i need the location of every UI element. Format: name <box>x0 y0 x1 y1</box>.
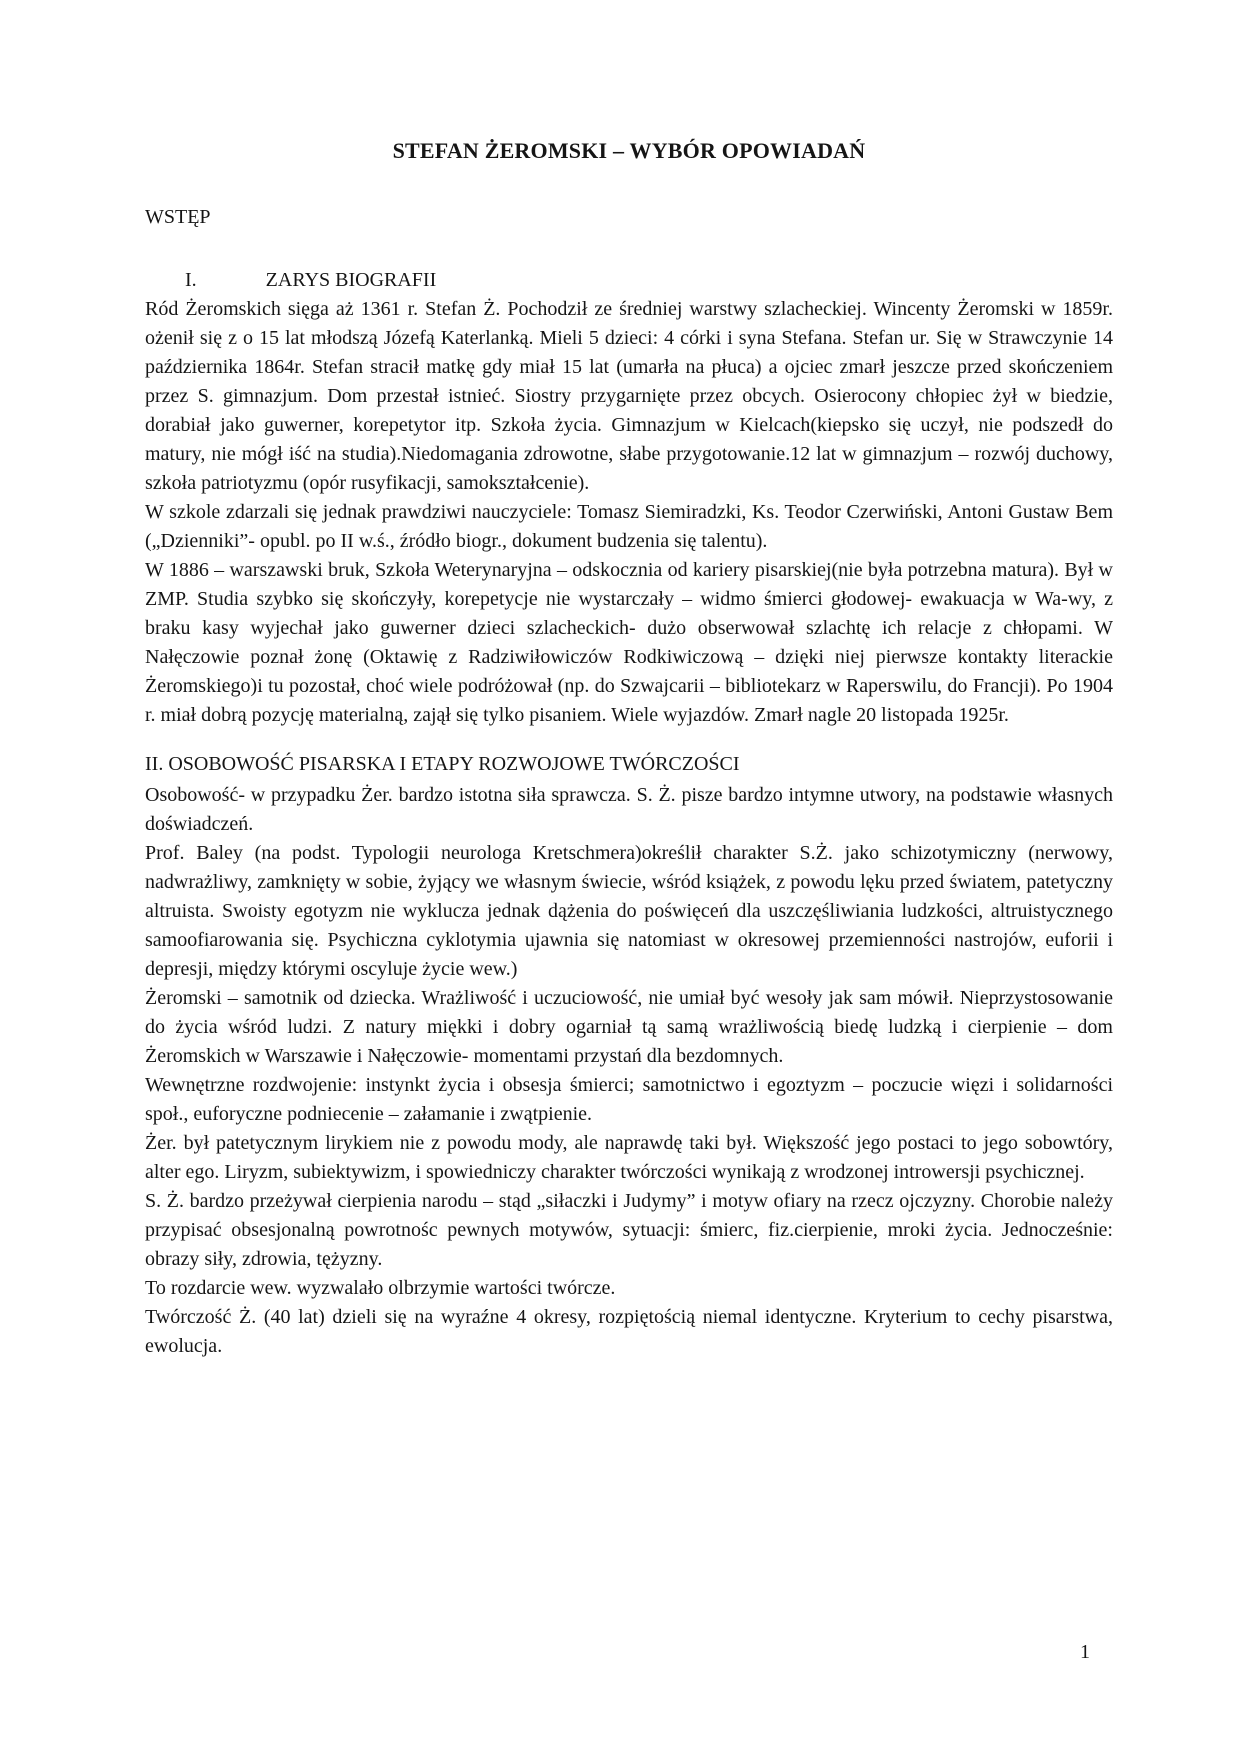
section-1-title: ZARYS BIOGRAFII <box>265 269 437 291</box>
section-2-paragraph-creative-values: To rozdarcie wew. wyzwalało olbrzymie wartości twórcze. <box>145 1277 616 1299</box>
section-2-paragraph-lyricism: Żer. był patetycznym lirykiem nie z powodu mody, ale naprawdę taki był. Większość jego postaci to jego sobowtóry, alter ego. Liryzm, subiektywizm, i spowiedniczy charakter twórczości wynikają z wrodzonej introwersji psychicznej. <box>145 1132 1113 1183</box>
page-number: 1 <box>1080 1641 1090 1663</box>
section-2-paragraph-loner: Żeromski – samotnik od dziecka. Wrażliwość i uczuciowość, nie umiał być wesoły jak sam mówił. Nieprzystosowanie do życia wśród ludzi. Z natury miękki i dobry ogarniał tą samą wrażliwością biedę ludzką i cierpienie – dom Żeromskich w Warszawie i Nałęczowie- momentami przystań dla bezdomnych. <box>145 987 1113 1067</box>
section-2-paragraph-duality: Wewnętrzne rozdwojenie: instynkt życia i obsesja śmierci; samotnictwo i egoztyzm – poczucie więzi i solidarności społ., euforyczne podniecenie – załamanie i zwątpienie. <box>145 1074 1113 1125</box>
section-2-heading: II. OSOBOWOŚĆ PISARSKA I ETAPY ROZWOJOWE TWÓRCZOŚCI <box>145 753 740 775</box>
section-1-numeral: I. <box>185 269 197 291</box>
section-2-paragraph-personality: Osobowość- w przypadku Żer. bardzo istotna siła sprawcza. S. Ż. pisze bardzo intymne utwory, na podstawie własnych doświadczeń. <box>145 784 1113 835</box>
section-2-paragraph-periods: Twórczość Ż. (40 lat) dzieli się na wyraźne 4 okresy, rozpiętością niemal identyczne. Kryterium to cechy pisarstwa, ewolucja. <box>145 1306 1113 1357</box>
intro-heading: WSTĘP <box>145 206 211 228</box>
section-1-paragraph-warsaw: W 1886 – warszawski bruk, Szkoła Weterynaryjna – odskocznia od kariery pisarskiej(nie była potrzebna matura). Był w ZMP. Studia szybko się skończyły, korepetycje nie wystarczały – widmo śmierci głodowej- ewakuacja w Wa-wy, z braku kasy wyjechał jako guwerner dzieci szlacheckich- dużo obserwował szlachtę ich relacje z chłopami. W Nałęczowie poznał żonę (Oktawię z Radziwiłowiczów Rodkiwiczową – dzięki niej pierwsze kontakty literackie Żeromskiego)i tu pozostał, choć wiele podróżował (np. do Szwajcarii – bibliotekarz w Raperswilu, do Francji). Po 1904 r. miał dobrą pozycję materialną, zajął się tylko pisaniem. Wiele wyjazdów. Zmarł nagle 20 listopada 1925r. <box>145 559 1113 726</box>
document-content <box>145 136 1113 1361</box>
section-2-paragraph-suffering: S. Ż. bardzo przeżywał cierpienia narodu – stąd „siłaczki i Judymy” i motyw ofiary na rzecz ojczyzny. Chorobie należy przypisać obsesjonalną powrotnośc pewnych motywów, sytuacji: śmierc, fiz.cierpienie, mroki życia. Jednocześnie: obrazy siły, zdrowia, tężyzny. <box>145 1190 1113 1270</box>
section-1-paragraph-biography: Ród Żeromskich sięga aż 1361 r. Stefan Ż. Pochodził ze średniej warstwy szlacheckiej. Wincenty Żeromski w 1859r. ożenił się z o 15 lat młodszą Józefą Katerlanką. Mieli 5 dzieci: 4 córki i syna Stefana. Stefan ur. Się w Strawczynie 14 października 1864r. Stefan stracił matkę gdy miał 15 lat (umarła na płuca) a ojciec zmarł jeszcze przed skończeniem przez S. gimnazjum. Dom przestał istnieć. Siostry przygarnięte przez obcych. Osierocony chłopiec żył w biedzie, dorabiał jako guwerner, korepetytor itp. Szkoła życia. Gimnazjum w Kielcach(kiepsko się uczył, nie podszedł do matury, nie mógł iść na studia).Niedomagania zdrowotne, słabe przygotowanie.12 lat w gimnazjum – rozwój duchowy, szkoła patriotyzmu (opór rusyfikacji, samokształcenie). <box>145 298 1113 494</box>
document-title: STEFAN ŻEROMSKI – WYBÓR OPOWIADAŃ <box>392 138 866 163</box>
section-1-heading <box>145 266 1113 295</box>
section-2-paragraph-baley: Prof. Baley (na podst. Typologii neurologa Kretschmera)określił charakter S.Ż. jako schizotymiczny (nerwowy, nadwrażliwy, zamknięty w sobie, żyjący we własnym świecie, wśród książek, z powodu lęku przed światem, patetyczny altruista. Swoisty egotyzm nie wyklucza jednak dążenia do poświęceń dla uszczęśliwiania ludzkości, altruistycznego samoofiarowania się. Psychiczna cyklotymia ujawnia się natomiast w okresowej przemienności nastrojów, euforii i depresji, między którymi oscyluje życie wew.) <box>145 842 1113 980</box>
section-1-paragraph-teachers: W szkole zdarzali się jednak prawdziwi nauczyciele: Tomasz Siemiradzki, Ks. Teodor Czerwiński, Antoni Gustaw Bem („Dzienniki”- opubl. po II w.ś., źródło biogr., dokument budzenia się talentu). <box>145 501 1113 552</box>
